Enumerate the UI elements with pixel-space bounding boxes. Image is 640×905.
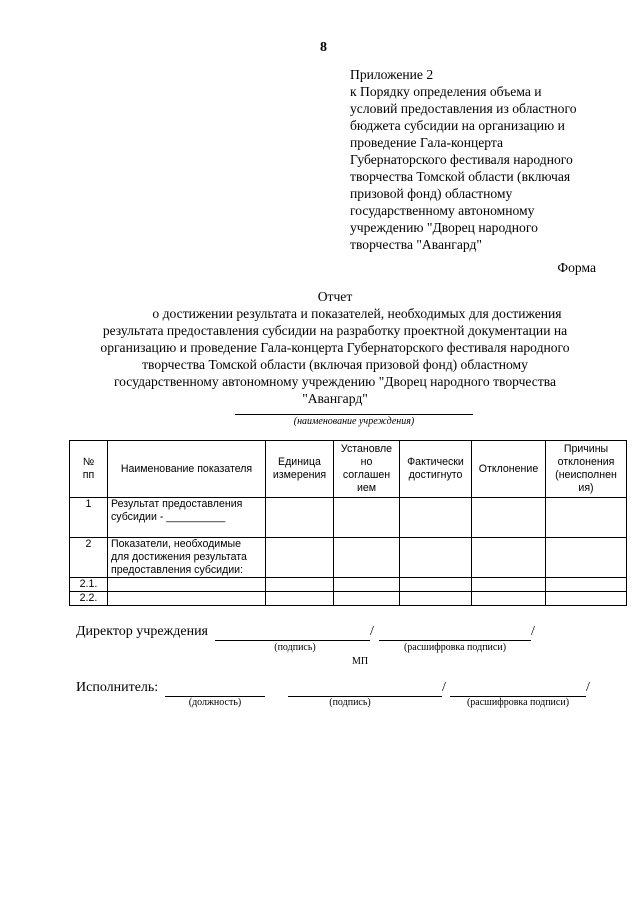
table-row [70,538,627,578]
table-row [70,578,627,592]
report-title [40,288,630,407]
appendix-line: проведение Гала-концерта [350,135,504,150]
report-table [69,440,627,606]
row-num: 2 [70,538,108,578]
cell-actual[interactable] [400,498,472,538]
cell-actual[interactable] [400,592,472,606]
director-signature-caption: (подпись) [274,642,316,653]
row-num: 1 [70,498,108,538]
table-row [70,498,627,538]
report-line: творчества Томской области (включая призовой фонд) областному [142,357,528,372]
appendix-block [350,66,620,253]
report-heading: Отчет [317,289,353,304]
cell-unit[interactable] [266,578,334,592]
cell-reasons[interactable] [546,578,627,592]
appendix-line: творчества "Авангард" [350,237,482,252]
director-slash: / [531,624,535,639]
stamp-label: МП [351,656,369,667]
cell-deviation[interactable] [472,592,546,606]
executor-slash: / [442,680,446,695]
row-name[interactable] [108,592,266,606]
header-agreed: Установле но соглашен ием [334,441,400,498]
appendix-line: учреждению "Дворец народного [350,220,538,235]
director-decoding-caption: (расшифровка подписи) [403,642,507,653]
cell-reasons[interactable] [546,592,627,606]
row-name: Показатели, необходимые для достижения результата предоставления субсидии: [108,538,266,578]
header-actual: Фактически достигнуто [400,441,472,498]
report-line: результата предоставления субсидии на разработку проектной документации на [102,323,568,338]
institution-line[interactable] [235,414,473,415]
cell-reasons[interactable] [546,538,627,578]
header-deviation: Отклонение [472,441,546,498]
report-line: "Авангард" [302,391,368,406]
appendix-line: Губернаторского фестиваля народного [350,152,573,167]
header-reasons: Причины отклонения (неисполнен ия) [546,441,627,498]
appendix-line: условий предоставления из областного [350,101,577,116]
report-line: организацию и проведение Гала-концерта Губернаторского фестиваля народного [100,340,570,355]
director-signature-line[interactable] [215,640,370,641]
header-indicator-name: Наименование показателя [108,441,266,498]
row-name[interactable] [108,578,266,592]
row-name: Результат предоставления субсидии - __________ [108,498,266,538]
report-line: о достижении результата и показателей, необходимых для достижения [152,306,562,321]
cell-agreed[interactable] [334,592,400,606]
table-row [70,592,627,606]
header-unit: Единица измерения [266,441,334,498]
director-label: Директор учреждения [76,624,208,639]
director-slash: / [370,624,374,639]
appendix-line: призовой фонд) областному [350,186,513,201]
appendix-line: к Порядку определения объема и [350,84,542,99]
executor-signature-caption: (подпись) [329,697,371,708]
cell-actual[interactable] [400,578,472,592]
appendix-line: бюджета субсидии на организацию и [350,118,565,133]
cell-actual[interactable] [400,538,472,578]
cell-deviation[interactable] [472,498,546,538]
director-decoding-line[interactable] [379,640,531,641]
appendix-line: Приложение 2 [350,67,434,82]
institution-caption: (наименование учреждения) [293,416,415,427]
executor-decoding-caption: (расшифровка подписи) [466,697,570,708]
cell-deviation[interactable] [472,538,546,578]
cell-unit[interactable] [266,538,334,578]
report-line: государственному автономному учреждению "Дворец народного творчества [113,374,557,389]
executor-slash: / [586,680,590,695]
table-header-row [70,441,627,498]
form-label: Форма [557,260,596,275]
cell-agreed[interactable] [334,498,400,538]
cell-agreed[interactable] [334,538,400,578]
page-number: 8 [320,40,327,55]
row-num: 2.2. [70,592,108,606]
header-num: № пп [70,441,108,498]
appendix-line: государственному автономному [350,203,535,218]
executor-label: Исполнитель: [76,680,159,695]
cell-reasons[interactable] [546,498,627,538]
cell-unit[interactable] [266,498,334,538]
executor-position-caption: (должность) [188,697,242,708]
cell-unit[interactable] [266,592,334,606]
cell-agreed[interactable] [334,578,400,592]
row-num: 2.1. [70,578,108,592]
appendix-line: творчества Томской области (включая [350,169,571,184]
cell-deviation[interactable] [472,578,546,592]
